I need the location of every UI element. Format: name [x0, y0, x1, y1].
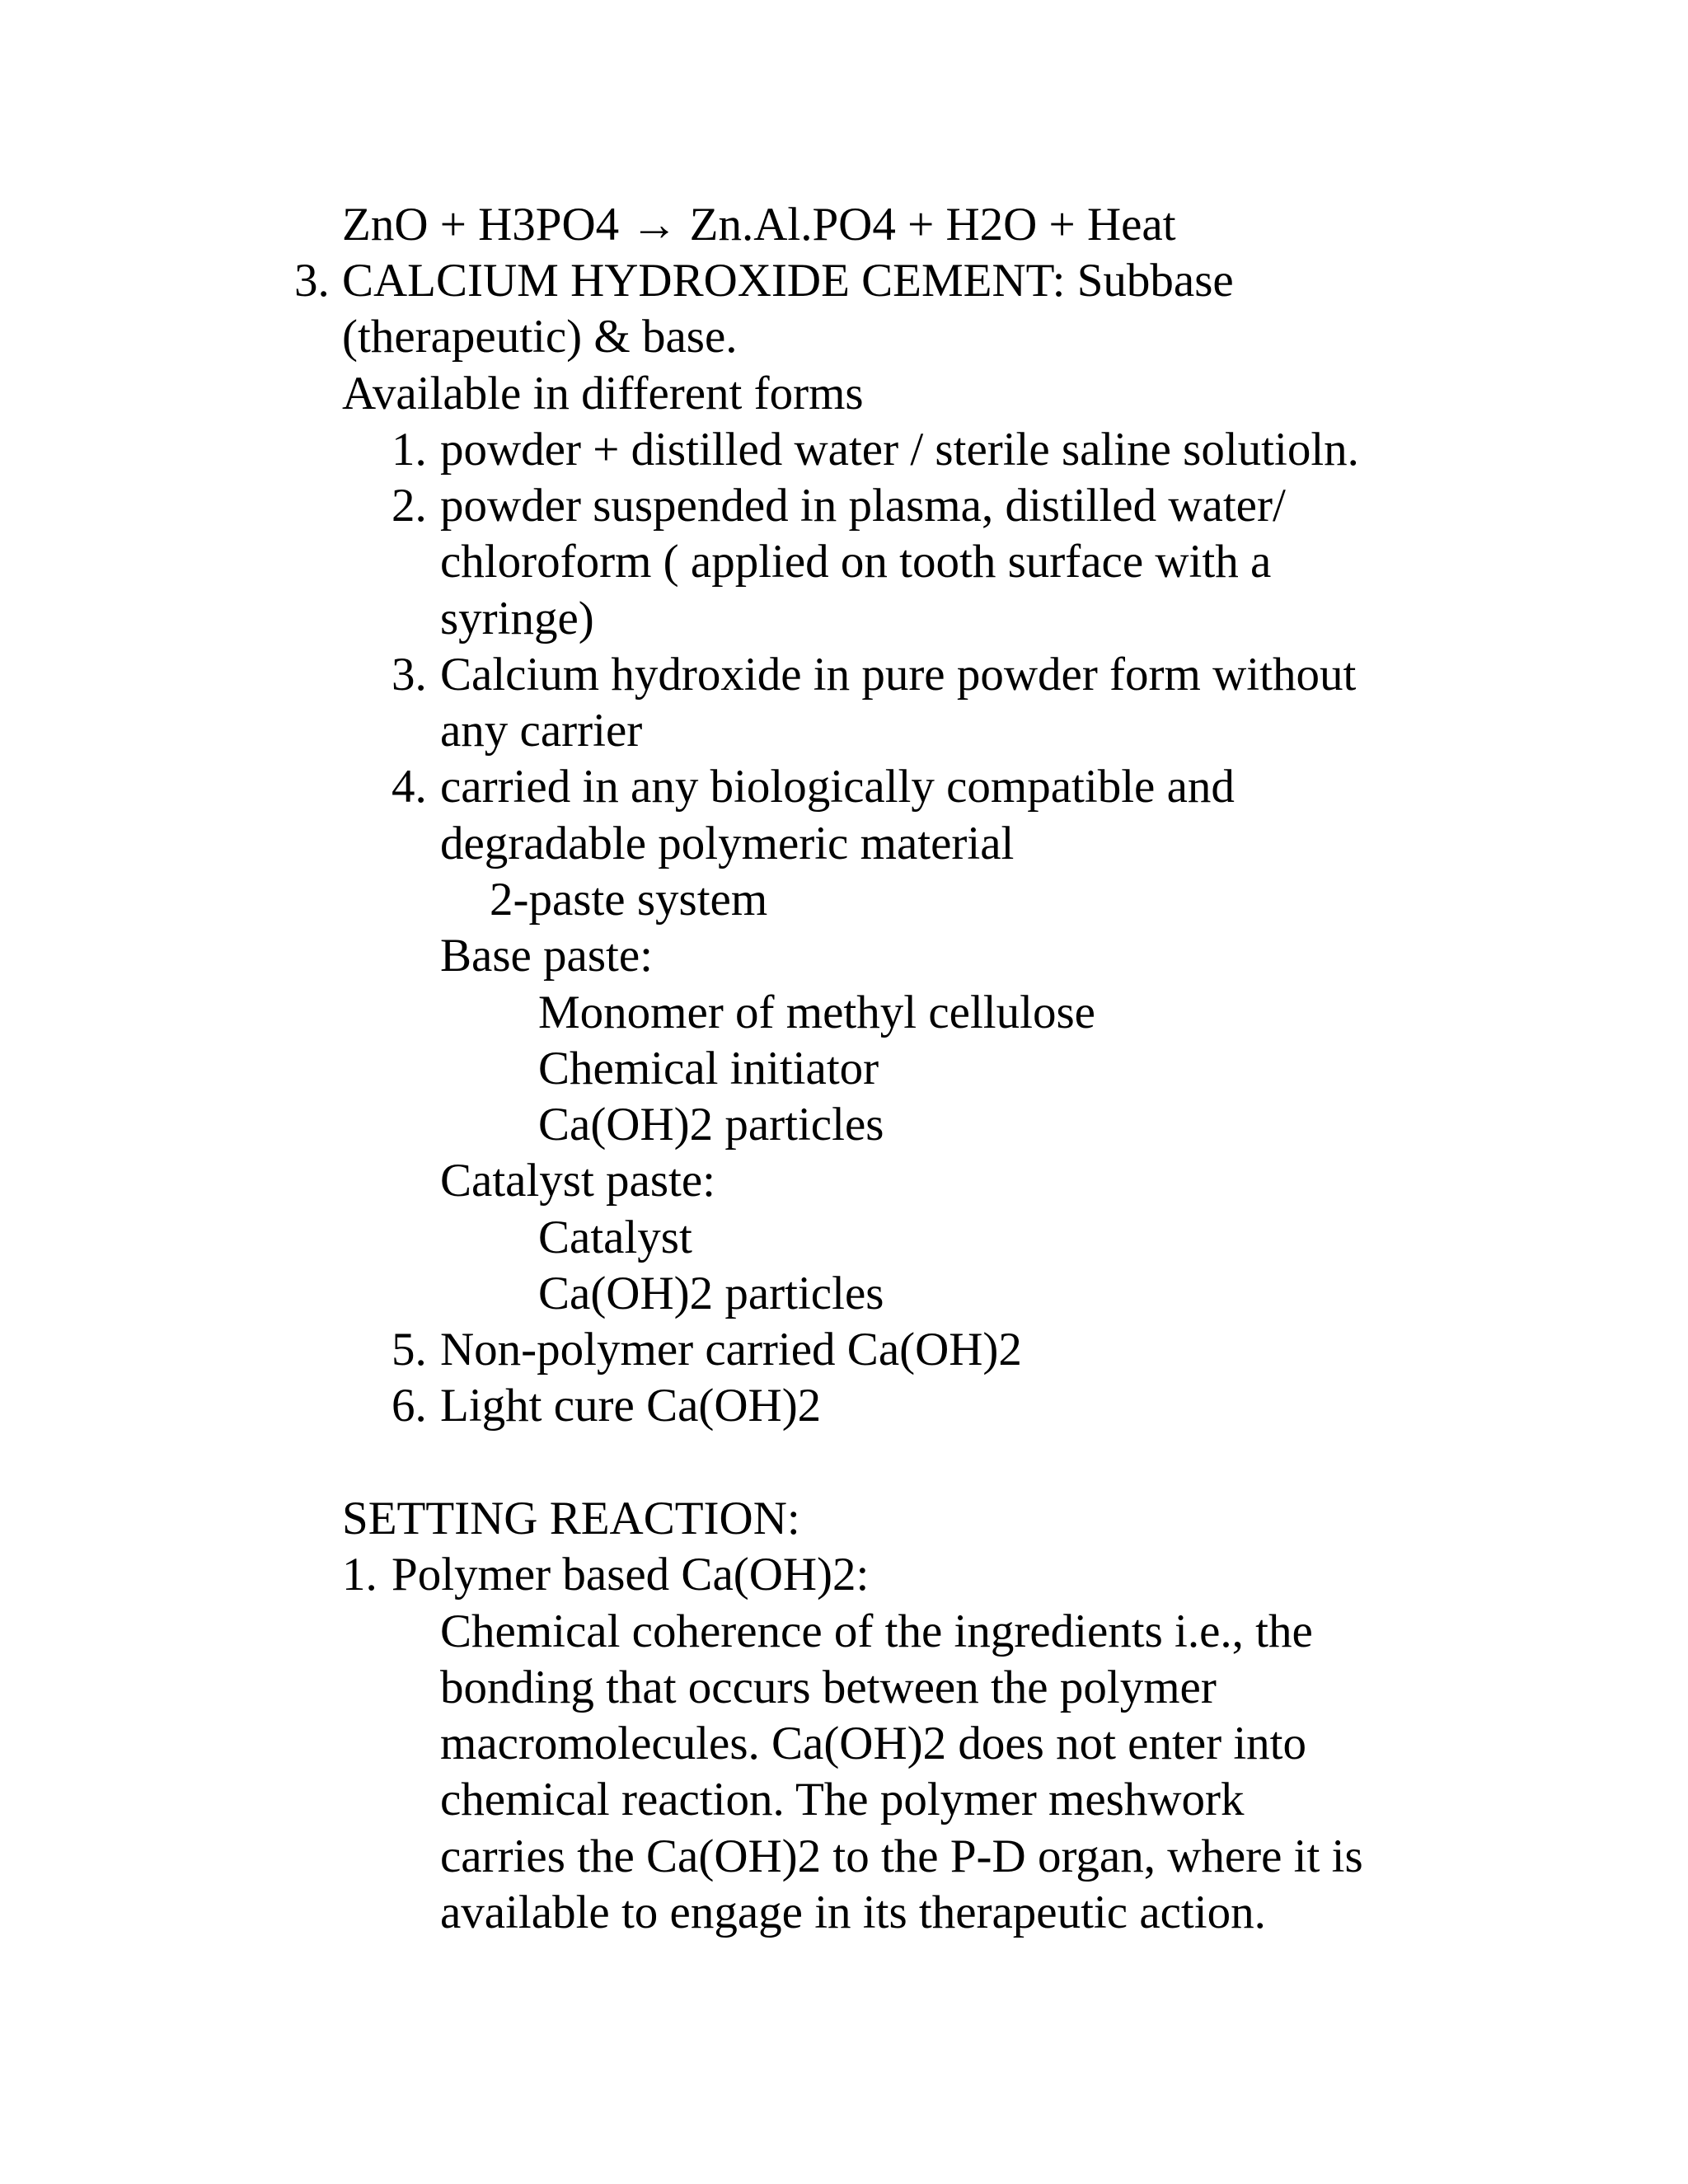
catalyst-paste-label: Catalyst paste:	[440, 1155, 716, 1207]
setting-item-title: Polymer based Ca(OH)2:	[392, 1549, 870, 1601]
form-item-text: carried in any biologically compatible and	[440, 761, 1235, 813]
form-item-text: syringe)	[440, 593, 594, 644]
base-paste-item: Monomer of methyl cellulose	[538, 987, 1095, 1038]
form-item-text: powder suspended in plasma, distilled water/	[440, 480, 1286, 532]
setting-paragraph-line: macromolecules. Ca(OH)2 does not enter into	[440, 1718, 1307, 1769]
setting-paragraph-line: bonding that occurs between the polymer	[440, 1661, 1217, 1713]
setting-heading: SETTING REACTION:	[342, 1493, 800, 1544]
form-item-text: Calcium hydroxide in pure powder form without	[440, 649, 1357, 701]
form-item-number: 6.	[392, 1380, 427, 1432]
setting-paragraph-line: carries the Ca(OH)2 to the P-D organ, where it is	[440, 1830, 1363, 1882]
base-paste-item: Ca(OH)2 particles	[538, 1099, 884, 1151]
forms-intro: Available in different forms	[342, 368, 864, 419]
form-item-text: any carrier	[440, 705, 643, 757]
catalyst-paste-item: Catalyst	[538, 1212, 692, 1263]
form-item-text: Non-polymer carried Ca(OH)2	[440, 1324, 1022, 1376]
two-paste-title: 2-paste system	[490, 874, 768, 926]
setting-paragraph-line: chemical reaction. The polymer meshwork	[440, 1774, 1245, 1825]
section-heading-line-2: (therapeutic) & base.	[342, 311, 738, 363]
setting-item-number: 1.	[342, 1549, 377, 1601]
base-paste-label: Base paste:	[440, 930, 654, 982]
form-item-number: 3.	[392, 649, 427, 701]
setting-paragraph-line: available to engage in its therapeutic action.	[440, 1886, 1266, 1938]
form-item-number: 2.	[392, 480, 427, 532]
section-number: 3.	[294, 255, 330, 307]
base-paste-item: Chemical initiator	[538, 1043, 879, 1094]
form-item-text: chloroform ( applied on tooth surface with a	[440, 536, 1272, 588]
form-item-number: 4.	[392, 761, 427, 813]
equation-line: ZnO + H3PO4 → Zn.Al.PO4 + H2O + Heat	[342, 199, 1176, 251]
form-item-number: 5.	[392, 1324, 427, 1376]
setting-paragraph-line: Chemical coherence of the ingredients i.e., the	[440, 1605, 1313, 1657]
form-item-number: 1.	[392, 424, 427, 476]
catalyst-paste-item: Ca(OH)2 particles	[538, 1268, 884, 1319]
section-heading-line-1: CALCIUM HYDROXIDE CEMENT: Subbase	[342, 255, 1234, 307]
form-item-text: Light cure Ca(OH)2	[440, 1380, 822, 1432]
form-item-text: powder + distilled water / sterile saline solutioln.	[440, 424, 1359, 476]
form-item-text: degradable polymeric material	[440, 818, 1015, 869]
